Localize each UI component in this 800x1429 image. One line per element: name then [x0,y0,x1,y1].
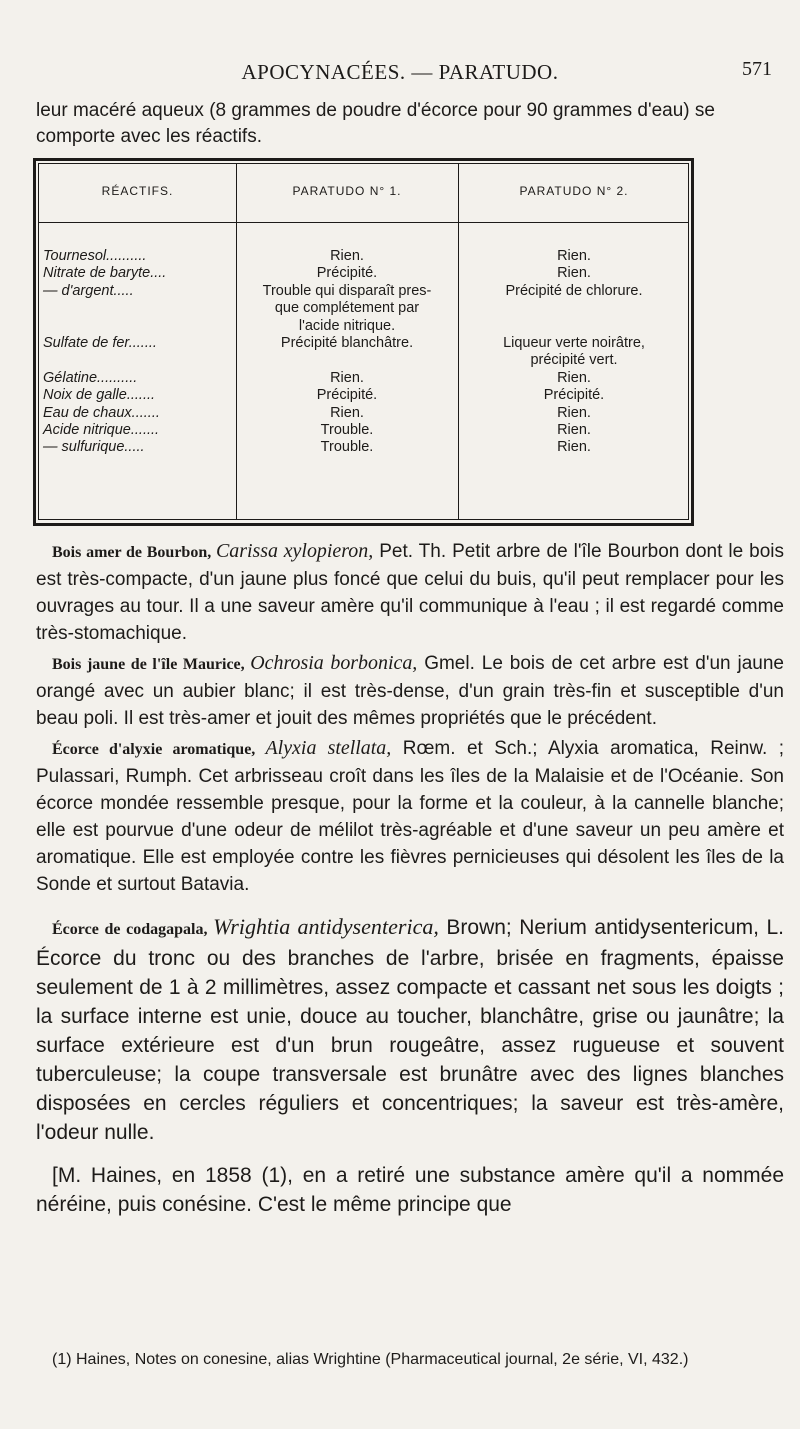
paragraph-text: Gmel. Le bois de cet arbre est d'un jaune orangé avec un aubier blanc; il est très-dense, d'un grain très-fin et susceptible d'un beau poli. Il est très-amer et jouit des mêmes propriétés que le précédent. [36,653,784,729]
reagent-cell: — d'argent..... [43,282,134,299]
paratudo-1-cell: Rien. [330,248,364,264]
entry-heading: Bois jaune de l'île Maurice, [52,656,251,673]
body-text [36,538,784,1222]
intro-text: leur macéré aqueux (8 grammes de poudre d'écorce pour 90 grammes d'eau) se comporte avec les réactifs. [36,100,715,147]
reagent-cell: Gélatine.......... [43,369,138,386]
page-number: 571 [742,58,772,80]
paratudo-1-cell: Rien. [330,404,364,421]
header-paratudo-2: PARATUDO N° 2. [519,184,629,198]
paratudo-2-cell: Rien. [557,265,591,282]
paratudo-2-cell: Rien. [557,369,591,386]
paragraph [36,650,784,732]
running-header: APOCYNACÉES. — PARATUDO. [241,60,559,84]
paratudo-1-cell: Trouble qui disparaît pres- [262,282,432,299]
paratudo-2-cell: Rien. [557,439,591,456]
paratudo-1-cell: Trouble. [320,439,374,456]
reagent-cell [43,352,233,369]
paragraph-text: [M. Haines, en 1858 (1), en a retiré une substance amère qu'il a nommée néréine, puis conésine. C'est le même principe que [36,1164,784,1216]
paragraph-text: Brown; Nerium antidysentericum, L. Écorce du tronc ou des branches de l'arbre, brisée en fragments, épaisse seulement de 1 à 2 millimètres, assez compacte et cassant net sous les doigts ; la surface interne est unie, douce au toucher, blanchâtre, grise ou jaunâtre; la surface extérieure est d'un brun rougeâtre, assez rugueuse et souvent tuberculeuse; la coupe transversale est brunâtre avec des lignes blanches disposées en cercles réguliers et concentriques; la saveur est très-amère, l'odeur nulle. [36,916,784,1144]
paragraph-text: Rœm. et Sch.; Alyxia aromatica, Reinw. ; Pulassari, Rumph. Cet arbrisseau croît dans les îles de la Malaisie et de l'Océanie. Son écorce mondée ressemble presque, pour la forme et la couleur, à la cannelle blanche; elle est pourvue d'une odeur de mélilot très-agréable et d'une saveur un peu amère et aromatique. Elle est employée contre les fièvres pernicieuses qui désolent les îles de la Sonde et surtout Batavia. [36,738,785,895]
reagents-table [33,158,694,526]
header-paratudo-1: PARATUDO N° 1. [292,184,402,198]
reagents-column [43,248,233,457]
paragraph [36,538,784,647]
scientific-name: Carissa xylopieron, [215,540,374,562]
paratudo-2-cell: Liqueur verte noirâtre, [503,335,645,352]
reagent-cell: Acide nitrique....... [43,422,160,439]
reagent-cell: Sulfate de fer....... [43,335,157,352]
paragraph [36,735,784,898]
paratudo-2-cell: Précipité de chlorure. [505,282,643,299]
reagent-cell [43,318,233,335]
paratudo-2-cell: Rien. [557,422,591,439]
paratudo-1-cell: Précipité. [316,387,378,404]
header-reagents: RÉACTIFS. [101,184,174,198]
paratudo-1-cell: que complétement par [274,300,420,317]
paratudo-2-cell [458,300,690,317]
paratudo-2-cell: Rien. [557,248,591,264]
reagent-cell: Nitrate de baryte.... [43,265,167,282]
paratudo-2-cell: précipité vert. [530,352,618,369]
scientific-name: Wrightia antidysenterica, [213,914,439,939]
paratudo-2-cell: Précipité. [543,387,605,404]
paratudo-1-cell [236,352,458,369]
entry-heading: Écorce d'alyxie aromatique, [52,741,266,758]
paratudo-2-column [458,248,690,457]
paratudo-1-cell: Rien. [330,369,364,386]
paragraph [36,1161,784,1219]
paratudo-1-cell: Précipité. [316,265,378,282]
header-divider [39,222,688,223]
footnote: (1) Haines, Notes on conesine, alias Wrightine (Pharmaceutical journal, 2e série, VI, 432.) [52,1351,689,1368]
entry-heading: Bois amer de Bourbon, [52,544,216,561]
reagent-cell: Eau de chaux....... [43,404,160,421]
paragraph-text: Pet. Th. Petit arbre de l'île Bourbon dont le bois est très-compacte, d'un jaune plus foncé que celui du buis, qu'il peut remplacer pour les ouvrages au tour. Il a une saveur amère qu'il communique à l'eau ; il est regardé comme très-stomachique. [36,541,785,644]
reagent-cell [43,300,233,317]
paratudo-1-cell: Précipité blanchâtre. [280,335,414,352]
paratudo-2-cell: Rien. [557,404,591,421]
entry-heading: Écorce de codagapala, [52,921,214,938]
reagent-cell: Noix de galle....... [43,387,156,404]
paratudo-1-cell: Trouble. [320,422,374,439]
table-inner-border [38,163,689,520]
paratudo-2-cell [458,318,690,335]
scientific-name: Ochrosia borbonica, [250,652,418,674]
paragraph [36,912,784,1147]
scientific-name: Alyxia stellata, [265,737,392,759]
paratudo-1-column [236,248,458,457]
reagent-cell: Tournesol.......... [43,248,147,264]
reagent-cell: — sulfurique..... [43,439,145,456]
paratudo-1-cell: l'acide nitrique. [298,317,396,334]
